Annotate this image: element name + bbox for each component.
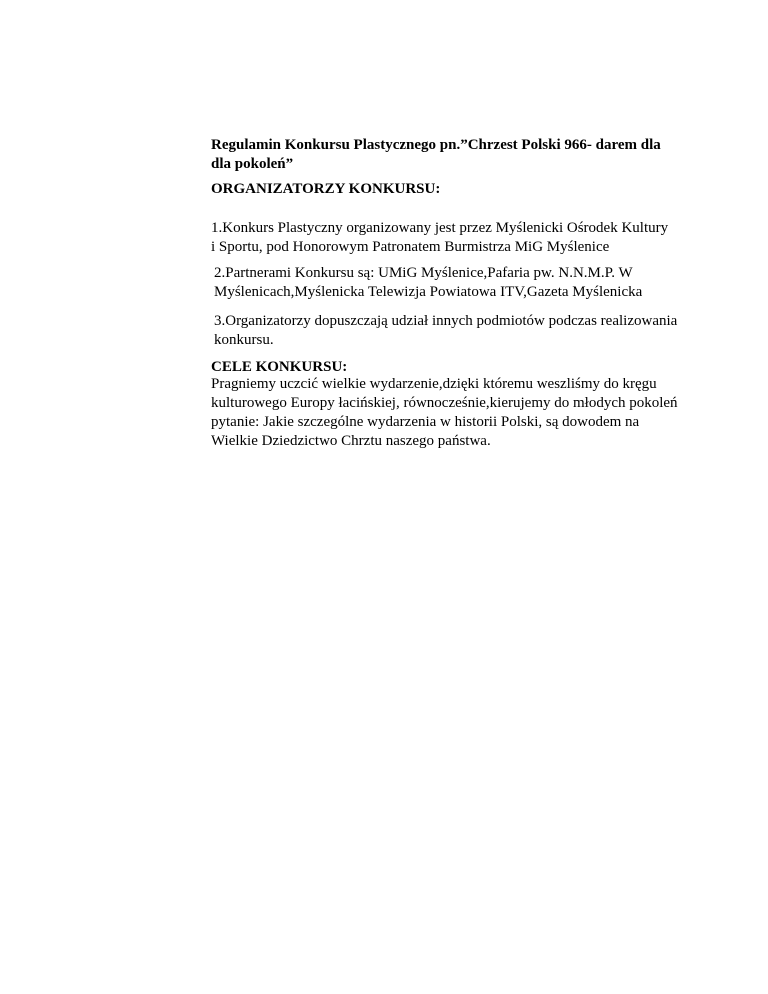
paragraph-line: Myślenicach,Myślenicka Telewizja Powiatowa ITV,Gazeta Myślenicka	[214, 284, 643, 300]
document-title	[211, 136, 661, 174]
paragraph-line: i Sportu, pod Honorowym Patronatem Burmistrza MiG Myślenice	[211, 239, 610, 255]
goals-paragraph	[211, 375, 678, 451]
document-title-line: dla pokoleń”	[211, 156, 294, 172]
goals-heading: CELE KONKURSU:	[211, 359, 348, 375]
paragraph-line: 1.Konkurs Plastyczny organizowany jest przez Myślenicki Ośrodek Kultury	[211, 220, 669, 236]
organizers-point-2	[214, 264, 642, 302]
document-title-line: Regulamin Konkursu Plastycznego pn.”Chrzest Polski 966- darem dla	[211, 137, 661, 153]
paragraph-line: 2.Partnerami Konkursu są: UMiG Myślenice,Pafaria pw. N.N.M.P. W	[214, 265, 633, 281]
paragraph-line: 3.Organizatorzy dopuszczają udział innych podmiotów podczas realizowania	[214, 313, 678, 329]
organizers-point-3	[214, 312, 677, 350]
organizers-point-1	[211, 219, 668, 257]
paragraph-line: Wielkie Dziedzictwo Chrztu naszego państwa.	[211, 433, 491, 449]
paragraph-line: pytanie: Jakie szczególne wydarzenia w historii Polski, są dowodem na	[211, 414, 640, 430]
paragraph-line: konkursu.	[214, 332, 274, 348]
paragraph-line: Pragniemy uczcić wielkie wydarzenie,dzięki któremu weszliśmy do kręgu	[211, 376, 657, 392]
paragraph-line: kulturowego Europy łacińskiej, równocześnie,kierujemy do młodych pokoleń	[211, 395, 678, 411]
organizers-heading: ORGANIZATORZY KONKURSU:	[211, 181, 441, 197]
